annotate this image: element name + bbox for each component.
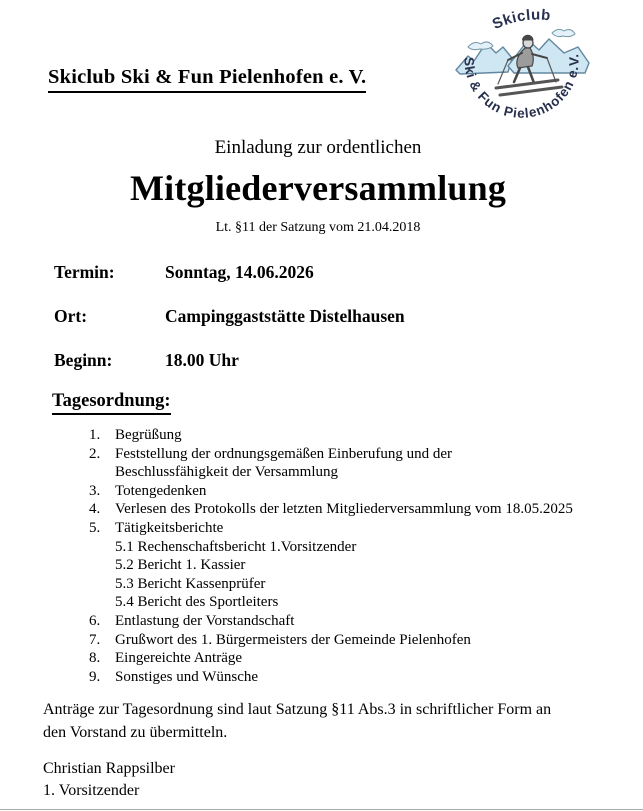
agenda-item <box>89 426 609 445</box>
closing-paragraph <box>43 699 603 744</box>
agenda-item <box>89 482 609 501</box>
agenda-item-number <box>89 575 115 594</box>
agenda-item-text: Grußwort des 1. Bürgermeisters der Gemeinde Pielenhofen <box>115 631 471 648</box>
agenda-item <box>89 500 609 519</box>
closing-line-1: Anträge zur Tagesordnung sind laut Satzung §11 Abs.3 in schriftlicher Form an <box>43 701 552 718</box>
agenda-item <box>89 556 609 575</box>
agenda-item-number: 8. <box>89 650 101 667</box>
agenda-item-number <box>89 538 115 557</box>
logo-ring-text: Ski & Fun Pielenhofen e.V. <box>461 52 582 121</box>
agenda-item-text: Totengedenken <box>115 482 207 499</box>
club-logo <box>448 6 598 126</box>
agenda-item-number: 5. <box>89 519 101 536</box>
agenda-item <box>89 519 609 538</box>
beginn-label: Beginn: <box>54 350 113 370</box>
agenda-item <box>89 612 609 631</box>
ort-label: Ort: <box>54 306 88 326</box>
agenda-item-text: 5.4 Bericht des Sportleiters <box>115 594 279 611</box>
meeting-details <box>54 262 405 394</box>
agenda-item-text: Feststellung der ordnungsgemäßen Einberufung und der Beschlussfähigkeit der Versammlung <box>115 445 453 481</box>
intro-line: Einladung zur ordentlichen <box>214 137 422 158</box>
closing-line-2: den Vorstand zu übermitteln. <box>43 723 228 741</box>
signature-name: Christian Rappsilber <box>43 760 175 777</box>
logo-top-text: Skiclub <box>489 6 552 34</box>
agenda-item-number <box>89 556 115 575</box>
agenda-item-number <box>89 593 115 612</box>
club-name-heading: Skiclub Ski & Fun Pielenhofen e. V. <box>48 66 366 93</box>
agenda-item-number: 7. <box>89 631 101 648</box>
agenda-item <box>89 649 609 668</box>
agenda-item-number: 1. <box>89 427 101 443</box>
agenda-item-text: Begrüßung <box>115 427 182 443</box>
agenda-item-text: Eingereichte Anträge <box>115 650 243 667</box>
agenda-item-number: 3. <box>89 482 101 499</box>
agenda-item-number: 6. <box>89 612 101 629</box>
termin-value: Sonntag, 14.06.2026 <box>165 262 314 282</box>
detail-row-beginn <box>54 350 405 370</box>
agenda-item-text: Verlesen des Protokolls der letzten Mitgliederversammlung vom 18.05.2025 <box>115 501 573 518</box>
signature-block <box>43 758 175 802</box>
page-subtitle: Lt. §11 der Satzung vom 21.04.2018 <box>215 220 421 235</box>
agenda-item-text: Sonstiges und Wünsche <box>115 668 259 685</box>
agenda-item <box>89 538 609 557</box>
agenda-item <box>89 445 609 482</box>
svg-text:Skiclub <box>490 6 552 33</box>
agenda-item <box>89 631 609 650</box>
agenda-item-text: 5.3 Bericht Kassenprüfer <box>115 575 266 592</box>
agenda-item-text: 5.2 Bericht 1. Kassier <box>115 557 246 574</box>
agenda-item-text: Entlastung der Vorstandschaft <box>115 612 295 629</box>
page-title: Mitgliederversammlung <box>129 168 507 208</box>
agenda-item <box>89 668 609 687</box>
agenda-heading: Tagesordnung: <box>52 391 171 415</box>
agenda-item-text: Tätigkeitsberichte <box>115 519 224 536</box>
page-bottom-divider <box>0 809 643 810</box>
agenda-list <box>89 426 609 686</box>
agenda-item-text: 5.1 Rechenschaftsbericht 1.Vorsitzender <box>115 538 357 555</box>
ort-value: Campinggaststätte Distelhausen <box>165 306 405 326</box>
agenda-item <box>89 593 609 612</box>
detail-row-termin <box>54 262 405 282</box>
termin-label: Termin: <box>54 262 115 282</box>
beginn-value: 18.00 Uhr <box>165 350 239 370</box>
agenda-item-number: 2. <box>89 445 101 462</box>
agenda-item <box>89 575 609 594</box>
agenda-item-number: 9. <box>89 668 101 685</box>
signature-role: 1. Vorsitzender <box>43 782 140 799</box>
agenda-item-number: 4. <box>89 501 101 518</box>
detail-row-ort <box>54 306 405 326</box>
